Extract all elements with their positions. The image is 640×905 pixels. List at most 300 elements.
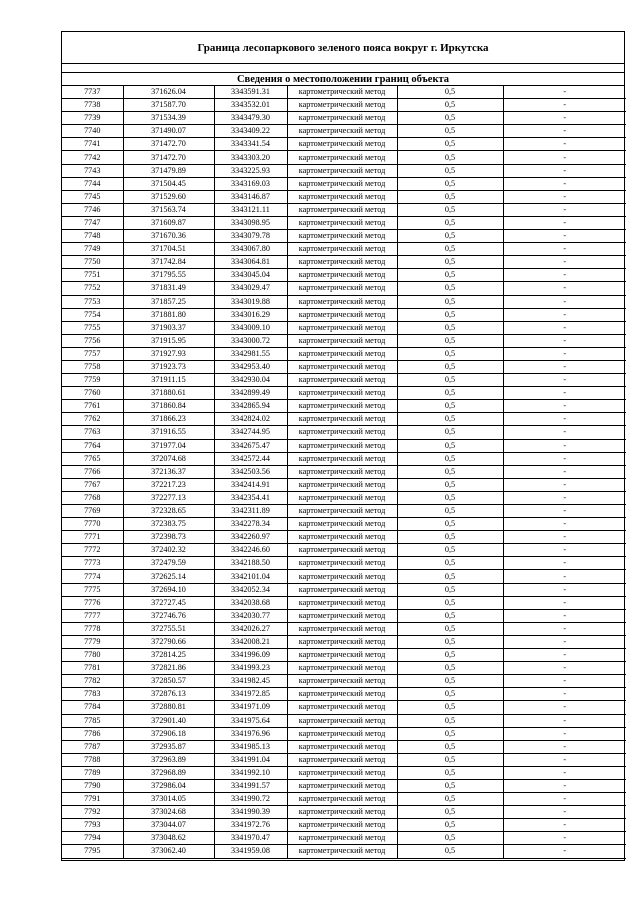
description-cell: - — [503, 662, 626, 675]
y-coordinate-cell: 3342026.27 — [214, 622, 287, 635]
description-cell: - — [503, 649, 626, 662]
table-row — [62, 177, 626, 190]
method-cell: картометрический метод — [287, 243, 397, 256]
y-coordinate-cell: 3341990.72 — [214, 793, 287, 806]
table-row — [62, 622, 626, 635]
accuracy-cell: 0,5 — [397, 845, 503, 858]
accuracy-cell: 0,5 — [397, 321, 503, 334]
description-cell: - — [503, 701, 626, 714]
point-number-cell: 7753 — [62, 295, 123, 308]
x-coordinate-cell: 373024.68 — [123, 806, 214, 819]
y-coordinate-cell: 3343098.95 — [214, 216, 287, 229]
table-row — [62, 387, 626, 400]
y-coordinate-cell: 3341993.23 — [214, 662, 287, 675]
description-cell: - — [503, 531, 626, 544]
method-cell: картометрический метод — [287, 649, 397, 662]
method-cell: картометрический метод — [287, 505, 397, 518]
y-coordinate-cell: 3343303.20 — [214, 151, 287, 164]
description-cell: - — [503, 727, 626, 740]
x-coordinate-cell: 371916.55 — [123, 426, 214, 439]
point-number-cell: 7772 — [62, 544, 123, 557]
accuracy-cell: 0,5 — [397, 806, 503, 819]
table-row — [62, 557, 626, 570]
method-cell: картометрический метод — [287, 360, 397, 373]
description-cell: - — [503, 793, 626, 806]
description-cell: - — [503, 164, 626, 177]
point-number-cell: 7755 — [62, 321, 123, 334]
description-cell: - — [503, 243, 626, 256]
description-cell: - — [503, 465, 626, 478]
section-heading: Сведения о местоположении границ объекта — [62, 73, 624, 86]
x-coordinate-cell: 372136.37 — [123, 465, 214, 478]
y-coordinate-cell: 3342414.91 — [214, 478, 287, 491]
accuracy-cell: 0,5 — [397, 609, 503, 622]
description-cell: - — [503, 806, 626, 819]
x-coordinate-cell: 371880.61 — [123, 387, 214, 400]
description-cell: - — [503, 452, 626, 465]
x-coordinate-cell: 371915.95 — [123, 334, 214, 347]
accuracy-cell: 0,5 — [397, 387, 503, 400]
table-row — [62, 819, 626, 832]
accuracy-cell: 0,5 — [397, 753, 503, 766]
point-number-cell: 7767 — [62, 478, 123, 491]
table-row — [62, 164, 626, 177]
x-coordinate-cell: 372479.59 — [123, 557, 214, 570]
table-row — [62, 465, 626, 478]
method-cell: картометрический метод — [287, 439, 397, 452]
method-cell: картометрический метод — [287, 112, 397, 125]
table-row — [62, 295, 626, 308]
x-coordinate-cell: 371903.37 — [123, 321, 214, 334]
method-cell: картометрический метод — [287, 256, 397, 269]
accuracy-cell: 0,5 — [397, 256, 503, 269]
x-coordinate-cell: 372746.76 — [123, 609, 214, 622]
y-coordinate-cell: 3341972.85 — [214, 688, 287, 701]
description-cell: - — [503, 426, 626, 439]
y-coordinate-cell: 3343409.22 — [214, 125, 287, 138]
table-row — [62, 308, 626, 321]
document-title: Граница лесопаркового зеленого пояса вокруг г. Иркутска — [62, 32, 624, 64]
accuracy-cell: 0,5 — [397, 243, 503, 256]
table-row — [62, 596, 626, 609]
point-number-cell: 7738 — [62, 99, 123, 112]
x-coordinate-cell: 372328.65 — [123, 505, 214, 518]
x-coordinate-cell: 372963.89 — [123, 753, 214, 766]
x-coordinate-cell: 372398.73 — [123, 531, 214, 544]
description-cell: - — [503, 295, 626, 308]
accuracy-cell: 0,5 — [397, 164, 503, 177]
accuracy-cell: 0,5 — [397, 360, 503, 373]
method-cell: картометрический метод — [287, 766, 397, 779]
point-number-cell: 7763 — [62, 426, 123, 439]
y-coordinate-cell: 3342030.77 — [214, 609, 287, 622]
table-row — [62, 688, 626, 701]
y-coordinate-cell: 3343000.72 — [214, 334, 287, 347]
y-coordinate-cell: 3341985.13 — [214, 740, 287, 753]
accuracy-cell: 0,5 — [397, 203, 503, 216]
table-row — [62, 216, 626, 229]
point-number-cell: 7760 — [62, 387, 123, 400]
point-number-cell: 7749 — [62, 243, 123, 256]
table-row — [62, 491, 626, 504]
point-number-cell: 7740 — [62, 125, 123, 138]
x-coordinate-cell: 372986.04 — [123, 779, 214, 792]
y-coordinate-cell: 3343079.78 — [214, 230, 287, 243]
x-coordinate-cell: 371504.45 — [123, 177, 214, 190]
method-cell: картометрический метод — [287, 465, 397, 478]
x-coordinate-cell: 371742.84 — [123, 256, 214, 269]
point-number-cell: 7748 — [62, 230, 123, 243]
point-number-cell: 7788 — [62, 753, 123, 766]
x-coordinate-cell: 371923.73 — [123, 360, 214, 373]
x-coordinate-cell: 372821.86 — [123, 662, 214, 675]
method-cell: картометрический метод — [287, 753, 397, 766]
method-cell: картометрический метод — [287, 478, 397, 491]
x-coordinate-cell: 372876.13 — [123, 688, 214, 701]
method-cell: картометрический метод — [287, 727, 397, 740]
point-number-cell: 7746 — [62, 203, 123, 216]
table-row — [62, 845, 626, 858]
accuracy-cell: 0,5 — [397, 675, 503, 688]
method-cell: картометрический метод — [287, 832, 397, 845]
point-number-cell: 7741 — [62, 138, 123, 151]
method-cell: картометрический метод — [287, 308, 397, 321]
description-cell: - — [503, 753, 626, 766]
y-coordinate-cell: 3343009.10 — [214, 321, 287, 334]
accuracy-cell: 0,5 — [397, 465, 503, 478]
method-cell: картометрический метод — [287, 662, 397, 675]
method-cell: картометрический метод — [287, 531, 397, 544]
description-cell: - — [503, 138, 626, 151]
x-coordinate-cell: 371472.70 — [123, 138, 214, 151]
table-row — [62, 230, 626, 243]
table-row — [62, 138, 626, 151]
method-cell: картометрический метод — [287, 413, 397, 426]
table-row — [62, 112, 626, 125]
y-coordinate-cell: 3341975.64 — [214, 714, 287, 727]
x-coordinate-cell: 371587.70 — [123, 99, 214, 112]
description-cell: - — [503, 845, 626, 858]
point-number-cell: 7780 — [62, 649, 123, 662]
point-number-cell: 7756 — [62, 334, 123, 347]
y-coordinate-cell: 3343064.81 — [214, 256, 287, 269]
table-row — [62, 347, 626, 360]
accuracy-cell: 0,5 — [397, 596, 503, 609]
coordinates-table-body — [62, 86, 626, 858]
y-coordinate-cell: 3341959.08 — [214, 845, 287, 858]
table-row — [62, 518, 626, 531]
method-cell: картометрический метод — [287, 334, 397, 347]
method-cell: картометрический метод — [287, 177, 397, 190]
point-number-cell: 7762 — [62, 413, 123, 426]
description-cell: - — [503, 86, 626, 99]
y-coordinate-cell: 3341972.76 — [214, 819, 287, 832]
method-cell: картометрический метод — [287, 491, 397, 504]
x-coordinate-cell: 372901.40 — [123, 714, 214, 727]
y-coordinate-cell: 3342899.49 — [214, 387, 287, 400]
method-cell: картометрический метод — [287, 190, 397, 203]
method-cell: картометрический метод — [287, 583, 397, 596]
point-number-cell: 7768 — [62, 491, 123, 504]
table-row — [62, 321, 626, 334]
method-cell: картометрический метод — [287, 806, 397, 819]
accuracy-cell: 0,5 — [397, 334, 503, 347]
x-coordinate-cell: 371472.70 — [123, 151, 214, 164]
table-row — [62, 400, 626, 413]
point-number-cell: 7758 — [62, 360, 123, 373]
method-cell: картометрический метод — [287, 164, 397, 177]
table-row — [62, 125, 626, 138]
x-coordinate-cell: 371626.04 — [123, 86, 214, 99]
table-row — [62, 753, 626, 766]
point-number-cell: 7744 — [62, 177, 123, 190]
method-cell: картометрический метод — [287, 518, 397, 531]
point-number-cell: 7779 — [62, 635, 123, 648]
x-coordinate-cell: 372694.10 — [123, 583, 214, 596]
table-row — [62, 439, 626, 452]
description-cell: - — [503, 269, 626, 282]
x-coordinate-cell: 372217.23 — [123, 478, 214, 491]
description-cell: - — [503, 99, 626, 112]
point-number-cell: 7754 — [62, 308, 123, 321]
accuracy-cell: 0,5 — [397, 557, 503, 570]
method-cell: картометрический метод — [287, 99, 397, 112]
y-coordinate-cell: 3341991.04 — [214, 753, 287, 766]
x-coordinate-cell: 371704.51 — [123, 243, 214, 256]
method-cell: картометрический метод — [287, 609, 397, 622]
table-row — [62, 766, 626, 779]
x-coordinate-cell: 371857.25 — [123, 295, 214, 308]
y-coordinate-cell: 3342101.04 — [214, 570, 287, 583]
accuracy-cell: 0,5 — [397, 478, 503, 491]
point-number-cell: 7739 — [62, 112, 123, 125]
table-row — [62, 583, 626, 596]
y-coordinate-cell: 3343019.88 — [214, 295, 287, 308]
method-cell: картометрический метод — [287, 269, 397, 282]
x-coordinate-cell: 372277.13 — [123, 491, 214, 504]
x-coordinate-cell: 371881.80 — [123, 308, 214, 321]
point-number-cell: 7773 — [62, 557, 123, 570]
x-coordinate-cell: 372935.87 — [123, 740, 214, 753]
method-cell: картометрический метод — [287, 374, 397, 387]
method-cell: картометрический метод — [287, 570, 397, 583]
point-number-cell: 7769 — [62, 505, 123, 518]
point-number-cell: 7782 — [62, 675, 123, 688]
description-cell: - — [503, 583, 626, 596]
table-row — [62, 190, 626, 203]
point-number-cell: 7794 — [62, 832, 123, 845]
description-cell: - — [503, 688, 626, 701]
description-cell: - — [503, 635, 626, 648]
description-cell: - — [503, 596, 626, 609]
table-row — [62, 334, 626, 347]
method-cell: картометрический метод — [287, 295, 397, 308]
table-row — [62, 86, 626, 99]
description-cell: - — [503, 360, 626, 373]
point-number-cell: 7784 — [62, 701, 123, 714]
method-cell: картометрический метод — [287, 740, 397, 753]
accuracy-cell: 0,5 — [397, 570, 503, 583]
description-cell: - — [503, 557, 626, 570]
description-cell: - — [503, 256, 626, 269]
x-coordinate-cell: 372755.51 — [123, 622, 214, 635]
x-coordinate-cell: 372402.32 — [123, 544, 214, 557]
point-number-cell: 7793 — [62, 819, 123, 832]
x-coordinate-cell: 371490.07 — [123, 125, 214, 138]
x-coordinate-cell: 371831.49 — [123, 282, 214, 295]
point-number-cell: 7785 — [62, 714, 123, 727]
description-cell: - — [503, 544, 626, 557]
accuracy-cell: 0,5 — [397, 138, 503, 151]
point-number-cell: 7742 — [62, 151, 123, 164]
table-row — [62, 714, 626, 727]
description-cell: - — [503, 308, 626, 321]
description-cell: - — [503, 779, 626, 792]
accuracy-cell: 0,5 — [397, 491, 503, 504]
x-coordinate-cell: 371609.87 — [123, 216, 214, 229]
y-coordinate-cell: 3342311.89 — [214, 505, 287, 518]
accuracy-cell: 0,5 — [397, 452, 503, 465]
method-cell: картометрический метод — [287, 557, 397, 570]
y-coordinate-cell: 3342008.21 — [214, 635, 287, 648]
table-row — [62, 478, 626, 491]
y-coordinate-cell: 3342354.41 — [214, 491, 287, 504]
x-coordinate-cell: 373048.62 — [123, 832, 214, 845]
method-cell: картометрический метод — [287, 845, 397, 858]
table-row — [62, 779, 626, 792]
accuracy-cell: 0,5 — [397, 518, 503, 531]
accuracy-cell: 0,5 — [397, 112, 503, 125]
accuracy-cell: 0,5 — [397, 125, 503, 138]
table-row — [62, 649, 626, 662]
y-coordinate-cell: 3342246.60 — [214, 544, 287, 557]
table-row — [62, 675, 626, 688]
accuracy-cell: 0,5 — [397, 622, 503, 635]
accuracy-cell: 0,5 — [397, 819, 503, 832]
y-coordinate-cell: 3342278.34 — [214, 518, 287, 531]
y-coordinate-cell: 3341996.09 — [214, 649, 287, 662]
table-row — [62, 740, 626, 753]
table-row — [62, 793, 626, 806]
table-row — [62, 374, 626, 387]
point-number-cell: 7787 — [62, 740, 123, 753]
description-cell: - — [503, 675, 626, 688]
accuracy-cell: 0,5 — [397, 347, 503, 360]
method-cell: картометрический метод — [287, 452, 397, 465]
description-cell: - — [503, 347, 626, 360]
accuracy-cell: 0,5 — [397, 832, 503, 845]
description-cell: - — [503, 505, 626, 518]
y-coordinate-cell: 3341976.96 — [214, 727, 287, 740]
x-coordinate-cell: 372880.81 — [123, 701, 214, 714]
accuracy-cell: 0,5 — [397, 583, 503, 596]
y-coordinate-cell: 3343045.04 — [214, 269, 287, 282]
table-row — [62, 832, 626, 845]
y-coordinate-cell: 3342572.44 — [214, 452, 287, 465]
y-coordinate-cell: 3342930.04 — [214, 374, 287, 387]
method-cell: картометрический метод — [287, 688, 397, 701]
point-number-cell: 7790 — [62, 779, 123, 792]
accuracy-cell: 0,5 — [397, 99, 503, 112]
table-row — [62, 256, 626, 269]
description-cell: - — [503, 321, 626, 334]
y-coordinate-cell: 3341970.47 — [214, 832, 287, 845]
description-cell: - — [503, 282, 626, 295]
y-coordinate-cell: 3342953.40 — [214, 360, 287, 373]
accuracy-cell: 0,5 — [397, 714, 503, 727]
accuracy-cell: 0,5 — [397, 740, 503, 753]
table-row — [62, 727, 626, 740]
y-coordinate-cell: 3342038.68 — [214, 596, 287, 609]
accuracy-cell: 0,5 — [397, 230, 503, 243]
document-frame — [61, 31, 625, 861]
accuracy-cell: 0,5 — [397, 766, 503, 779]
y-coordinate-cell: 3342188.50 — [214, 557, 287, 570]
y-coordinate-cell: 3343146.87 — [214, 190, 287, 203]
description-cell: - — [503, 216, 626, 229]
accuracy-cell: 0,5 — [397, 635, 503, 648]
y-coordinate-cell: 3343067.80 — [214, 243, 287, 256]
accuracy-cell: 0,5 — [397, 413, 503, 426]
method-cell: картометрический метод — [287, 138, 397, 151]
point-number-cell: 7778 — [62, 622, 123, 635]
accuracy-cell: 0,5 — [397, 216, 503, 229]
description-cell: - — [503, 491, 626, 504]
point-number-cell: 7786 — [62, 727, 123, 740]
point-number-cell: 7783 — [62, 688, 123, 701]
method-cell: картометрический метод — [287, 282, 397, 295]
x-coordinate-cell: 372814.25 — [123, 649, 214, 662]
point-number-cell: 7751 — [62, 269, 123, 282]
accuracy-cell: 0,5 — [397, 439, 503, 452]
x-coordinate-cell: 371670.36 — [123, 230, 214, 243]
point-number-cell: 7795 — [62, 845, 123, 858]
x-coordinate-cell: 373014.05 — [123, 793, 214, 806]
point-number-cell: 7770 — [62, 518, 123, 531]
y-coordinate-cell: 3342865.94 — [214, 400, 287, 413]
accuracy-cell: 0,5 — [397, 426, 503, 439]
accuracy-cell: 0,5 — [397, 190, 503, 203]
accuracy-cell: 0,5 — [397, 295, 503, 308]
table-row — [62, 203, 626, 216]
x-coordinate-cell: 371866.23 — [123, 413, 214, 426]
y-coordinate-cell: 3342675.47 — [214, 439, 287, 452]
x-coordinate-cell: 371795.55 — [123, 269, 214, 282]
accuracy-cell: 0,5 — [397, 793, 503, 806]
accuracy-cell: 0,5 — [397, 269, 503, 282]
description-cell: - — [503, 413, 626, 426]
accuracy-cell: 0,5 — [397, 374, 503, 387]
x-coordinate-cell: 372968.89 — [123, 766, 214, 779]
point-number-cell: 7775 — [62, 583, 123, 596]
x-coordinate-cell: 371563.74 — [123, 203, 214, 216]
accuracy-cell: 0,5 — [397, 177, 503, 190]
method-cell: картометрический метод — [287, 203, 397, 216]
method-cell: картометрический метод — [287, 125, 397, 138]
method-cell: картометрический метод — [287, 400, 397, 413]
y-coordinate-cell: 3343029.47 — [214, 282, 287, 295]
point-number-cell: 7774 — [62, 570, 123, 583]
x-coordinate-cell: 372906.18 — [123, 727, 214, 740]
x-coordinate-cell: 371911.15 — [123, 374, 214, 387]
table-row — [62, 426, 626, 439]
accuracy-cell: 0,5 — [397, 86, 503, 99]
y-coordinate-cell: 3342981.55 — [214, 347, 287, 360]
method-cell: картометрический метод — [287, 596, 397, 609]
point-number-cell: 7752 — [62, 282, 123, 295]
description-cell: - — [503, 400, 626, 413]
description-cell: - — [503, 740, 626, 753]
